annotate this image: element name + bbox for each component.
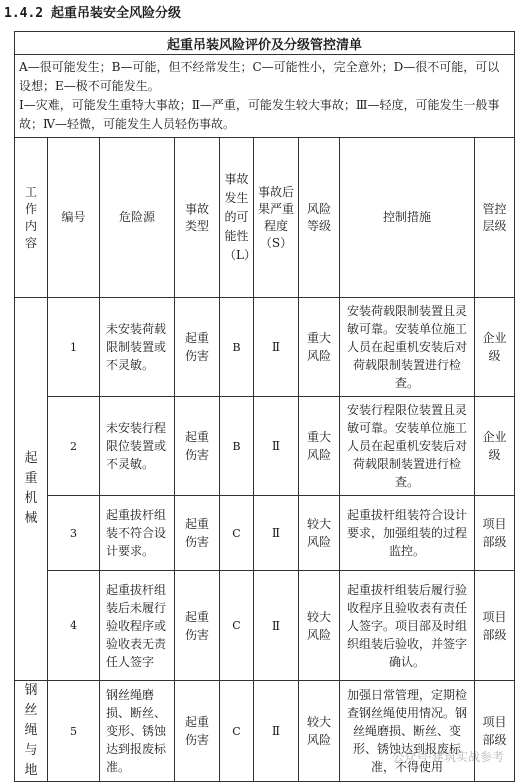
row-measure: 起重拔杆组装后履行验收程序且验收表有责任人签字。项目部及时组织组装后验收，并签字确认。 bbox=[340, 571, 475, 681]
row-measure: 安装荷载限制装置且灵敏可靠。安装单位施工人员在起重机安装后对荷载限制装置进行检查。 bbox=[340, 298, 475, 397]
row-number: 2 bbox=[48, 397, 100, 496]
legend-severity: Ⅰ—灾难，可能发生重特大事故；Ⅱ—严重，可能发生较大事故；Ⅲ—轻度，可能发生一般事故；Ⅳ—轻微，可能发生人员轻伤事故。 bbox=[19, 98, 500, 131]
section-number: 1.4.2 bbox=[4, 6, 44, 21]
row-likelihood: B bbox=[220, 397, 254, 496]
row-severity: Ⅱ bbox=[254, 298, 299, 397]
row-measure: 加强日常管理，定期检查钢丝绳使用情况。钢丝绳磨损、断丝、变形、锈蚀达到报废标准，不得使用 bbox=[340, 681, 475, 782]
section-title: 起重吊装安全风险分级 bbox=[50, 6, 181, 21]
row-control: 项目部级 bbox=[475, 681, 515, 782]
table-row bbox=[15, 571, 515, 681]
header-work: 工作内容 bbox=[15, 138, 48, 298]
table-title: 起重吊装风险评价及分级管控清单 bbox=[15, 32, 515, 55]
row-level: 较大风险 bbox=[299, 571, 340, 681]
row-measure: 安装行程限位装置且灵敏可靠。安装单位施工人员在起重机安装后对荷载限制装置进行检查。 bbox=[340, 397, 475, 496]
row-control: 企业级 bbox=[475, 298, 515, 397]
row-type: 起重伤害 bbox=[175, 397, 220, 496]
row-level: 重大风险 bbox=[299, 397, 340, 496]
table-row bbox=[15, 681, 515, 782]
legend-likelihood: A—很可能发生；B—可能，但不经常发生；C—可能性小，完全意外；D—很不可能，可以设想；E—极不可能发生。 bbox=[19, 60, 500, 93]
row-likelihood: C bbox=[220, 571, 254, 681]
row-type: 起重伤害 bbox=[175, 496, 220, 571]
header-hazard: 危险源 bbox=[100, 138, 175, 298]
risk-table bbox=[14, 31, 515, 782]
group-cell: 钢丝绳与地 bbox=[15, 681, 48, 782]
row-type: 起重伤害 bbox=[175, 681, 220, 782]
header-control: 管控层级 bbox=[475, 138, 515, 298]
header-no: 编号 bbox=[48, 138, 100, 298]
header-type: 事故类型 bbox=[175, 138, 220, 298]
row-hazard: 未安装荷载限制装置或不灵敏。 bbox=[100, 298, 175, 397]
table-legend bbox=[15, 55, 515, 138]
row-hazard: 起重拔杆组装不符合设计要求。 bbox=[100, 496, 175, 571]
row-severity: Ⅱ bbox=[254, 397, 299, 496]
watermark: 公众号·建筑实战参考 bbox=[392, 750, 504, 764]
table-row bbox=[15, 397, 515, 496]
row-likelihood: B bbox=[220, 298, 254, 397]
group-cell: 起重机械 bbox=[15, 298, 48, 681]
row-control: 项目部级 bbox=[475, 571, 515, 681]
row-hazard: 钢丝绳磨损、断丝、变形、锈蚀达到报废标准。 bbox=[100, 681, 175, 782]
row-hazard: 起重拔杆组装后未履行验收程序或验收表无责任人签字 bbox=[100, 571, 175, 681]
row-likelihood: C bbox=[220, 681, 254, 782]
row-severity: Ⅱ bbox=[254, 681, 299, 782]
row-number: 5 bbox=[48, 681, 100, 782]
header-severity: 事故后果严重程度（S） bbox=[254, 138, 299, 298]
row-level: 重大风险 bbox=[299, 298, 340, 397]
row-number: 3 bbox=[48, 496, 100, 571]
table-row bbox=[15, 298, 515, 397]
row-type: 起重伤害 bbox=[175, 571, 220, 681]
row-hazard: 未安装行程限位装置或不灵敏。 bbox=[100, 397, 175, 496]
header-measure: 控制措施 bbox=[340, 138, 475, 298]
row-severity: Ⅱ bbox=[254, 571, 299, 681]
row-measure: 起重拔杆组装符合设计要求，加强组装的过程监控。 bbox=[340, 496, 475, 571]
row-control: 项目部级 bbox=[475, 496, 515, 571]
row-severity: Ⅱ bbox=[254, 496, 299, 571]
row-level: 较大风险 bbox=[299, 681, 340, 782]
header-row bbox=[15, 138, 515, 298]
table-row bbox=[15, 496, 515, 571]
row-number: 4 bbox=[48, 571, 100, 681]
row-likelihood: C bbox=[220, 496, 254, 571]
row-control: 企业级 bbox=[475, 397, 515, 496]
header-level: 风险等级 bbox=[299, 138, 340, 298]
header-likelihood: 事故发生的可能性（L） bbox=[220, 138, 254, 298]
row-type: 起重伤害 bbox=[175, 298, 220, 397]
row-level: 较大风险 bbox=[299, 496, 340, 571]
section-heading bbox=[4, 2, 181, 21]
row-number: 1 bbox=[48, 298, 100, 397]
